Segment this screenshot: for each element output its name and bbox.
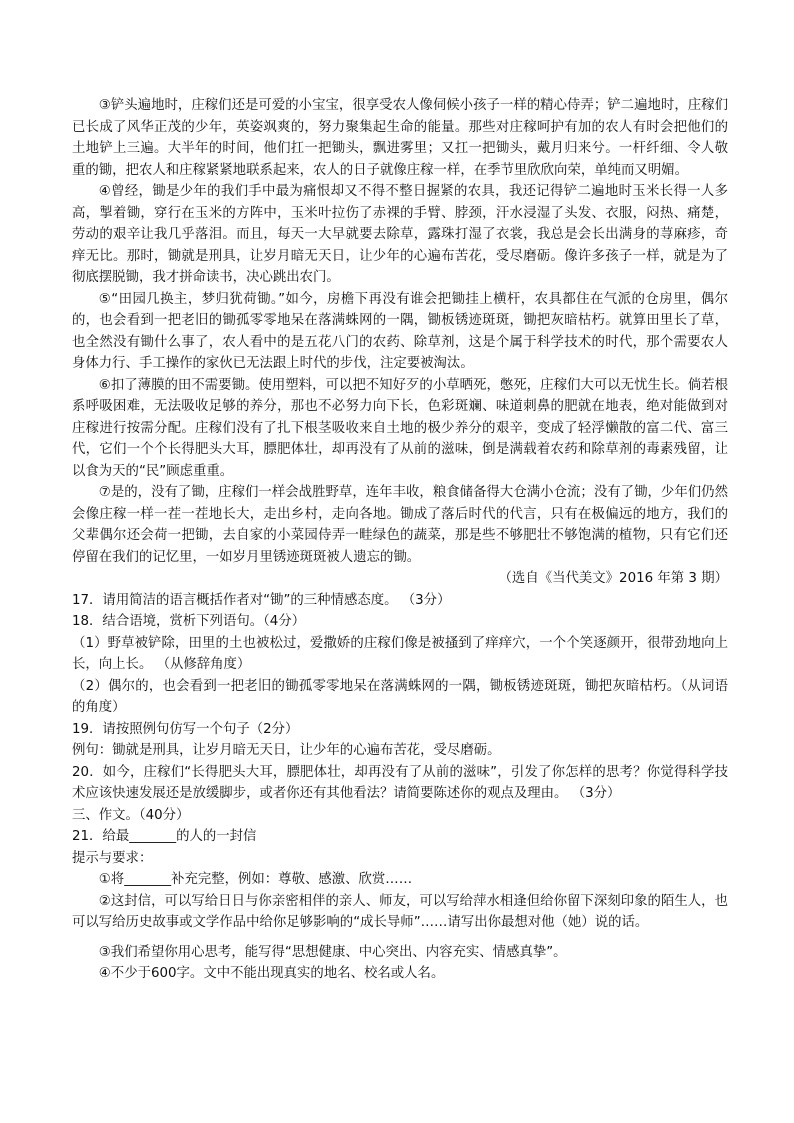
page-content [72,95,728,985]
question-20: 20．如今，庄稼们“长得肥头大耳，膘肥体壮，却再没有了从前的滋味”，引发了你怎样的思考？你觉得科学技术应该快速发展还是放缓脚步，或者你还有其他看法？请简要陈述你的观点及理由。 （3分） [72,764,728,801]
composition-tip-1: ①将_______补充完整，例如：尊敬、感激、欣赏…… [98,872,413,887]
article-paragraph-4: ④曾经，锄是少年的我们手中最为痛恨却又不得不整日握紧的农具，我还记得铲二遍地时玉米长得一人多高，掣着锄，穿行在玉米的方阵中，玉米叶拉伤了赤裸的手臂、脖颈，汗水浸湿了头发、衣服，闷热、痛楚，劳动的艰辛让我几乎落泪。而且，每天一大早就要去除草，露珠打湿了衣裳，我总是会长出满身的荨麻疹，奇痒无比。那时，锄就是刑具，让岁月暗无天日，让少年的心遍布苦花，受尽磨砺。像许多孩子一样，就是为了彻底摆脱锄，我才拼命读书，决心跳出农门。 [72,184,728,285]
composition-tip-3: ③我们希望你用心思考，能写得“思想健康、中心突出、内容充实、情感真挚”。 [98,944,567,960]
composition-section-heading: 三、作文。（40分） [72,807,190,823]
question-18: 18．结合语境，赏析下列语句。（4分） [72,614,306,629]
article-paragraph-3: ③铲头遍地时，庄稼们还是可爱的小宝宝，很享受农人像伺候小孩子一样的精心侍弄；铲二遍地时，庄稼们已长成了风华正茂的少年，英姿飒爽的，努力聚集起生命的能量。那些对庄稼呵护有加的农人有时会把他们的土地铲上三遍。大半年的时间，他们扛一把锄头，飘进雾里；又扛一把锄头，戴月归来兮。一杆纤细、令人敬重的锄，把农人和庄稼紧紧地联系起来，农人的日子就像庄稼一样，在季节里欣欣向荣，单纯而又明媚。 [72,98,728,178]
question-19-example: 例句：锄就是刑具，让岁月暗无天日，让少年的心遍布苦花，受尽磨砺。 [72,743,501,758]
article-paragraph-5: ⑤“田园几换主，梦归犹荷锄。”如今，房檐下再没有谁会把锄挂上横杆，农具都住在气派的仓房里，偶尔的，也会看到一把老旧的锄孤零零地呆在落满蛛网的一隅，锄板锈迹斑斑，锄把灰暗枯朽。就算田里长了草，也全然没有锄什么事了，农人看中的是五花八门的农药、除草剂，这是个属于科学技术的时代，那个需要农人身体力行、手工操作的家伙已无法跟上时代的步伐，注定要被淘汰。 [72,291,728,371]
question-19: 19．请按照例句仿写一个句子（2分） [72,721,299,737]
composition-tip-2: ②这封信，可以写给日日与你亲密相伴的亲人、师友，可以写给萍水相逢但给你留下深刻印象的陌生人，也可以写给历史故事或文学作品中给你足够影响的“成长导师”……请写出你最想对他（她）说的话。 [72,893,728,930]
article-paragraph-6: ⑥扣了薄膜的田不需要锄。使用塑料，可以把不知好歹的小草晒死，憋死，庄稼们大可以无忧生长。倘若根系呼吸困难，无法吸收足够的养分，那也不必努力向下长，色彩斑斓、味道刺鼻的肥就在地表，绝对能做到对庄稼进行按需分配。庄稼们没有了扎下根茎吸收来自土地的极少养分的艰辛，变成了轻浮懒散的富二代、富三代，它们一个个长得肥头大耳，膘肥体壮，却再没有了从前的滋味，倒是满载着农药和除草剂的毒素残留，让以食为天的“民”顾虑重重。 [72,377,728,479]
question-17: 17．请用简洁的语言概括作者对“锄”的三种情感态度。 （3分） [72,592,451,608]
question-18-item-1: （1）野草被铲除，田里的土也被松过，爱撒娇的庄稼们像是被搔到了痒痒穴，一个个笑逐颜开，很带劲地向上长，向上长。 （从修辞角度） [72,635,728,672]
article-source: （选自《当代美文》2016 年第 3 期） [498,571,728,586]
composition-tip-4: ④不少于600字。文中不能出现真实的地名、校名或人名。 [98,966,445,981]
composition-tips-heading: 提示与要求： [72,850,153,866]
question-21: 21．给最_______的人的一封信 [72,829,257,844]
question-18-item-2: （2）偶尔的，也会看到一把老旧的锄孤零零地呆在落满蛛网的一隅，锄板锈迹斑斑，锄把灰暗枯朽。（从词语的角度） [72,678,728,715]
spacer [72,934,728,942]
article-paragraph-7: ⑦是的，没有了锄，庄稼们一样会战胜野草，连年丰收，粮食储备得大仓满小仓流；没有了锄，少年们仍然会像庄稼一样一茬一茬地长大，走出乡村，走向各地。锄成了落后时代的代言，只有在极偏远的地方，我们的父辈偶尔还会荷一把锄，去自家的小菜园侍弄一畦绿色的蔬菜，那是些不够肥壮不够饱满的植物，只有它们还停留在我们的记忆里，一如岁月里锈迹斑斑被人遗忘的锄。 [72,485,728,565]
